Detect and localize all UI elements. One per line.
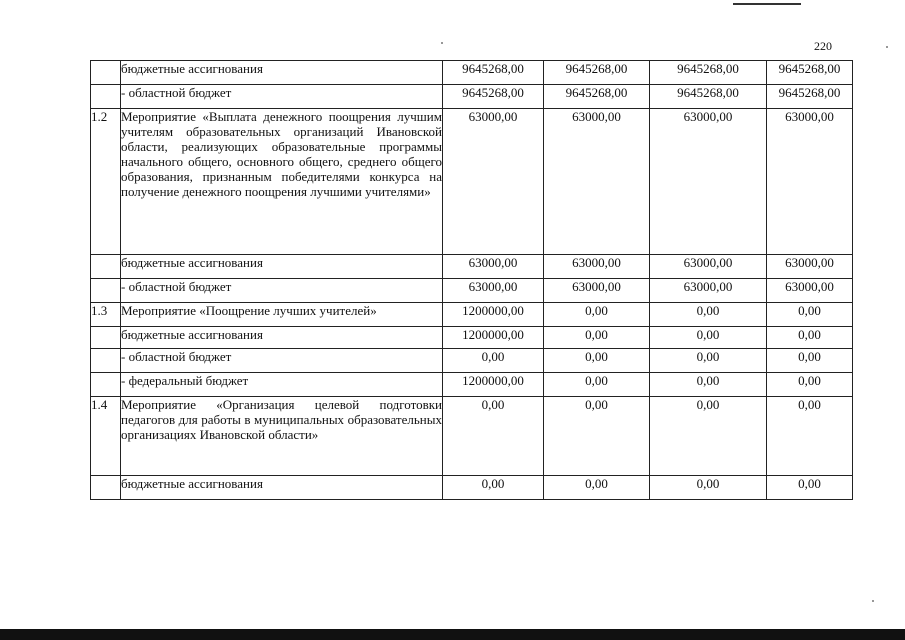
value-year-4: 63000,00 xyxy=(767,279,853,303)
value-year-4: 0,00 xyxy=(767,373,853,397)
value-year-3: 9645268,00 xyxy=(650,85,767,109)
page-number: 220 xyxy=(814,39,832,53)
table-row xyxy=(91,303,853,327)
row-description: Мероприятие «Организация целевой подготовки педагогов для работы в муниципальных образовательных организациях Ивановской области» xyxy=(121,397,443,476)
row-number xyxy=(91,61,121,85)
value-year-4: 0,00 xyxy=(767,476,853,500)
row-number: 1.4 xyxy=(91,397,121,476)
value-year-2: 63000,00 xyxy=(544,109,650,255)
scan-speck xyxy=(441,42,443,44)
value-year-3: 63000,00 xyxy=(650,279,767,303)
row-number xyxy=(91,349,121,373)
value-year-1: 1200000,00 xyxy=(443,327,544,349)
value-year-2: 0,00 xyxy=(544,303,650,327)
row-number: 1.2 xyxy=(91,109,121,255)
value-year-2: 63000,00 xyxy=(544,255,650,279)
value-year-1: 0,00 xyxy=(443,349,544,373)
value-year-3: 0,00 xyxy=(650,476,767,500)
table-row xyxy=(91,327,853,349)
value-year-1: 1200000,00 xyxy=(443,303,544,327)
value-year-3: 0,00 xyxy=(650,349,767,373)
value-year-1: 9645268,00 xyxy=(443,61,544,85)
row-number xyxy=(91,85,121,109)
value-year-1: 1200000,00 xyxy=(443,373,544,397)
value-year-1: 0,00 xyxy=(443,476,544,500)
table-row xyxy=(91,397,853,476)
value-year-1: 0,00 xyxy=(443,397,544,476)
value-year-1: 63000,00 xyxy=(443,255,544,279)
row-number xyxy=(91,279,121,303)
value-year-3: 63000,00 xyxy=(650,109,767,255)
row-number xyxy=(91,255,121,279)
budget-table xyxy=(90,60,853,500)
row-description: - областной бюджет xyxy=(121,279,443,303)
table-row xyxy=(91,349,853,373)
value-year-4: 9645268,00 xyxy=(767,85,853,109)
value-year-3: 63000,00 xyxy=(650,255,767,279)
value-year-2: 0,00 xyxy=(544,349,650,373)
row-description: Мероприятие «Поощрение лучших учителей» xyxy=(121,303,443,327)
scan-bottom-edge xyxy=(0,629,905,640)
value-year-4: 9645268,00 xyxy=(767,61,853,85)
value-year-2: 9645268,00 xyxy=(544,85,650,109)
value-year-2: 0,00 xyxy=(544,476,650,500)
table-row xyxy=(91,476,853,500)
value-year-3: 0,00 xyxy=(650,373,767,397)
value-year-1: 63000,00 xyxy=(443,279,544,303)
table-row xyxy=(91,61,853,85)
scan-speck xyxy=(886,46,888,48)
value-year-4: 63000,00 xyxy=(767,109,853,255)
row-number xyxy=(91,373,121,397)
table-row xyxy=(91,109,853,255)
value-year-4: 0,00 xyxy=(767,303,853,327)
row-description: - федеральный бюджет xyxy=(121,373,443,397)
top-rule xyxy=(733,3,801,5)
table-row xyxy=(91,279,853,303)
row-description: бюджетные ассигнования xyxy=(121,61,443,85)
row-description: бюджетные ассигнования xyxy=(121,327,443,349)
row-number xyxy=(91,327,121,349)
row-number: 1.3 xyxy=(91,303,121,327)
value-year-3: 0,00 xyxy=(650,397,767,476)
row-number xyxy=(91,476,121,500)
value-year-2: 0,00 xyxy=(544,373,650,397)
value-year-2: 63000,00 xyxy=(544,279,650,303)
row-description: бюджетные ассигнования xyxy=(121,255,443,279)
value-year-1: 9645268,00 xyxy=(443,85,544,109)
value-year-4: 0,00 xyxy=(767,327,853,349)
scan-speck xyxy=(872,600,874,602)
value-year-4: 0,00 xyxy=(767,397,853,476)
value-year-3: 9645268,00 xyxy=(650,61,767,85)
row-description: бюджетные ассигнования xyxy=(121,476,443,500)
table-row xyxy=(91,255,853,279)
row-description: Мероприятие «Выплата денежного поощрения лучшим учителям образовательных организаций Ивановской области, реализующих образовательные программы начального общего, основного общего, среднего общего образования, признанным победителями конкурса на получение денежного поощрения лучшими учителями» xyxy=(121,109,443,255)
table-row xyxy=(91,373,853,397)
value-year-4: 63000,00 xyxy=(767,255,853,279)
value-year-2: 0,00 xyxy=(544,397,650,476)
value-year-3: 0,00 xyxy=(650,327,767,349)
row-description: - областной бюджет xyxy=(121,85,443,109)
value-year-2: 9645268,00 xyxy=(544,61,650,85)
value-year-4: 0,00 xyxy=(767,349,853,373)
row-description: - областной бюджет xyxy=(121,349,443,373)
value-year-1: 63000,00 xyxy=(443,109,544,255)
table-row xyxy=(91,85,853,109)
value-year-3: 0,00 xyxy=(650,303,767,327)
value-year-2: 0,00 xyxy=(544,327,650,349)
